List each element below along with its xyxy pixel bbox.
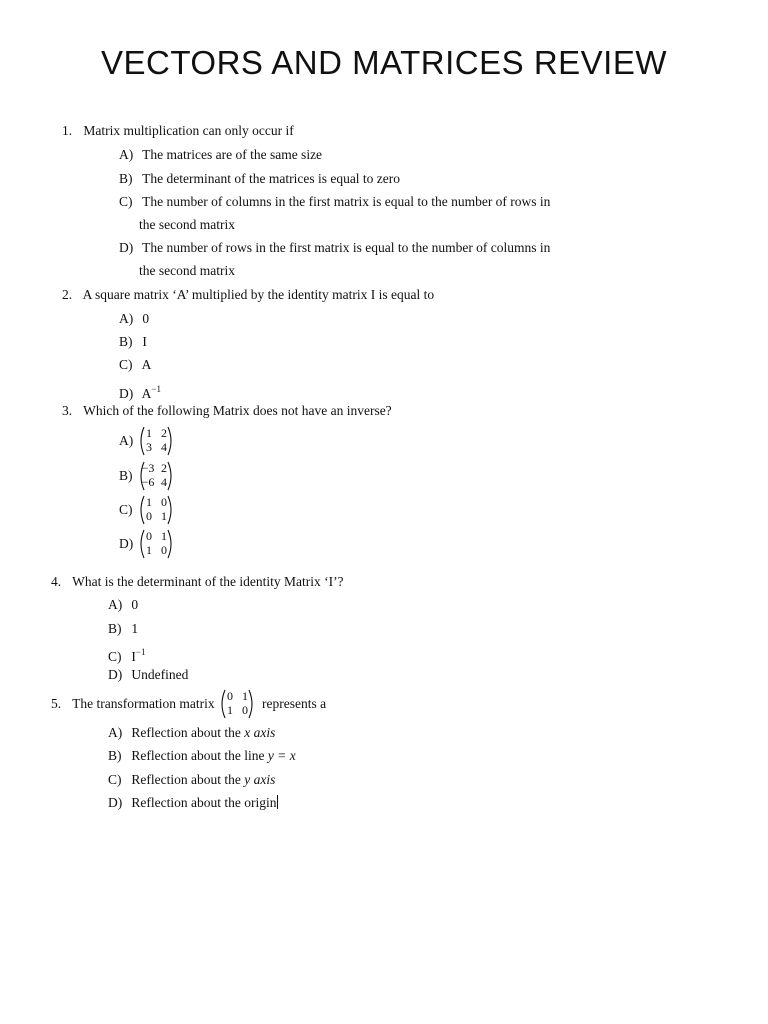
q4-option-b (108, 620, 138, 638)
q5-option-d (108, 794, 278, 812)
option-text-continued: the second matrix (139, 217, 235, 232)
option-text: The matrices are of the same size (142, 147, 323, 162)
matrix-cell: 1 (242, 689, 248, 703)
option-text: 1 (131, 621, 139, 636)
option-text-continued: the second matrix (139, 263, 235, 278)
option-text: The number of rows in the first matrix is equal to the number of columns in (142, 240, 551, 255)
q3-option-d-letter: D) (119, 536, 134, 551)
option-letter: A) (108, 725, 123, 740)
q3-option-a-letter: A) (119, 433, 134, 448)
matrix-cell: 0 (146, 529, 152, 543)
matrix-cell: −6 (141, 475, 155, 489)
option-letter: A) (108, 597, 123, 612)
question-number: 2. (62, 287, 73, 302)
text-cursor (277, 795, 278, 809)
math-expression: y = x (267, 748, 296, 763)
question-4 (51, 573, 344, 591)
option-text: Reflection about the (131, 725, 241, 740)
q5-option-a (108, 724, 275, 742)
option-letter: B) (119, 334, 133, 349)
option-letter: B) (108, 621, 122, 636)
question-5 (51, 695, 215, 713)
q3-option-c-letter: C) (119, 502, 133, 517)
matrix-cell: 4 (161, 475, 167, 489)
question-text: Which of the following Matrix does not have an inverse? (83, 403, 392, 418)
matrix-cell: 3 (146, 440, 152, 454)
math-expression: y axis (244, 772, 276, 787)
option-letter: D) (119, 240, 134, 255)
question-text: A square matrix ‘A’ multiplied by the identity matrix I is equal to (82, 287, 435, 302)
q5-option-b (108, 747, 296, 765)
q4-option-a (108, 596, 138, 614)
option-text: Undefined (131, 667, 189, 682)
superscript: −1 (135, 647, 146, 657)
matrix (137, 425, 175, 457)
question-number: 4. (51, 574, 62, 589)
question-number: 3. (62, 403, 73, 418)
option-text: Reflection about the origin (131, 795, 277, 810)
option-letter: C) (108, 772, 122, 787)
question-text: Matrix multiplication can only occur if (83, 123, 294, 138)
option-text: Reflection about the (131, 772, 241, 787)
option-letter: D) (108, 667, 123, 682)
matrix-cell: 1 (146, 426, 152, 440)
q1-option-a (119, 146, 322, 164)
transformation-matrix (218, 688, 256, 720)
option-text: I (142, 334, 147, 349)
question-number: 5. (51, 696, 62, 711)
matrix-cell: −3 (141, 461, 155, 475)
question-2 (62, 286, 434, 304)
matrix-cell: 1 (146, 495, 152, 509)
question-text-before: The transformation matrix (72, 696, 215, 711)
option-text: A (141, 386, 152, 401)
option-letter: C) (119, 357, 133, 372)
question-text-after: represents a (262, 696, 327, 711)
matrix-cell: 1 (161, 529, 167, 543)
matrix-cell: 0 (146, 509, 152, 523)
option-letter: A) (119, 311, 134, 326)
option-letter: B) (108, 748, 122, 763)
matrix-cell: 2 (161, 426, 167, 440)
matrix-cell: 0 (227, 689, 233, 703)
q1-option-b (119, 170, 400, 188)
q3-option-b-letter: B) (119, 468, 133, 483)
superscript: −1 (151, 384, 161, 394)
matrix (137, 460, 175, 492)
option-text: A (141, 357, 152, 372)
option-text: I (131, 649, 136, 664)
q2-option-a (119, 310, 149, 328)
option-text: 0 (142, 311, 150, 326)
option-letter: A) (119, 147, 134, 162)
question-3 (62, 402, 392, 420)
question-1 (62, 122, 294, 140)
option-letter: D) (119, 386, 134, 401)
q2-option-c (119, 356, 151, 374)
q2-option-b (119, 333, 147, 351)
math-expression: x axis (244, 725, 276, 740)
question-number: 1. (62, 123, 73, 138)
matrix-cell: 0 (242, 703, 248, 717)
matrix-cell: 2 (161, 461, 167, 475)
option-text: The number of columns in the first matrix is equal to the number of rows in (142, 194, 551, 209)
q2-option-d (119, 380, 161, 403)
q5-option-c (108, 771, 275, 789)
q1-option-d (119, 239, 550, 257)
option-text: Reflection about the line (131, 748, 265, 763)
option-letter: C) (108, 649, 122, 664)
option-letter: B) (119, 171, 133, 186)
option-letter: C) (119, 194, 133, 209)
matrix-cell: 1 (161, 509, 167, 523)
matrix-cell: 1 (146, 543, 152, 557)
matrix (137, 528, 175, 560)
option-text: The determinant of the matrices is equal to zero (142, 171, 401, 186)
q4-option-d (108, 666, 188, 684)
matrix (137, 494, 175, 526)
matrix-cell: 4 (161, 440, 167, 454)
q4-option-c (108, 643, 145, 666)
option-letter: D) (108, 795, 123, 810)
q1-option-c (119, 193, 550, 211)
matrix-cell: 0 (161, 495, 167, 509)
option-text: 0 (131, 597, 139, 612)
matrix-cell: 1 (227, 703, 233, 717)
question-text: What is the determinant of the identity Matrix ‘I’? (72, 574, 344, 589)
page-title: VECTORS AND MATRICES REVIEW (100, 44, 668, 81)
matrix-cell: 0 (161, 543, 167, 557)
